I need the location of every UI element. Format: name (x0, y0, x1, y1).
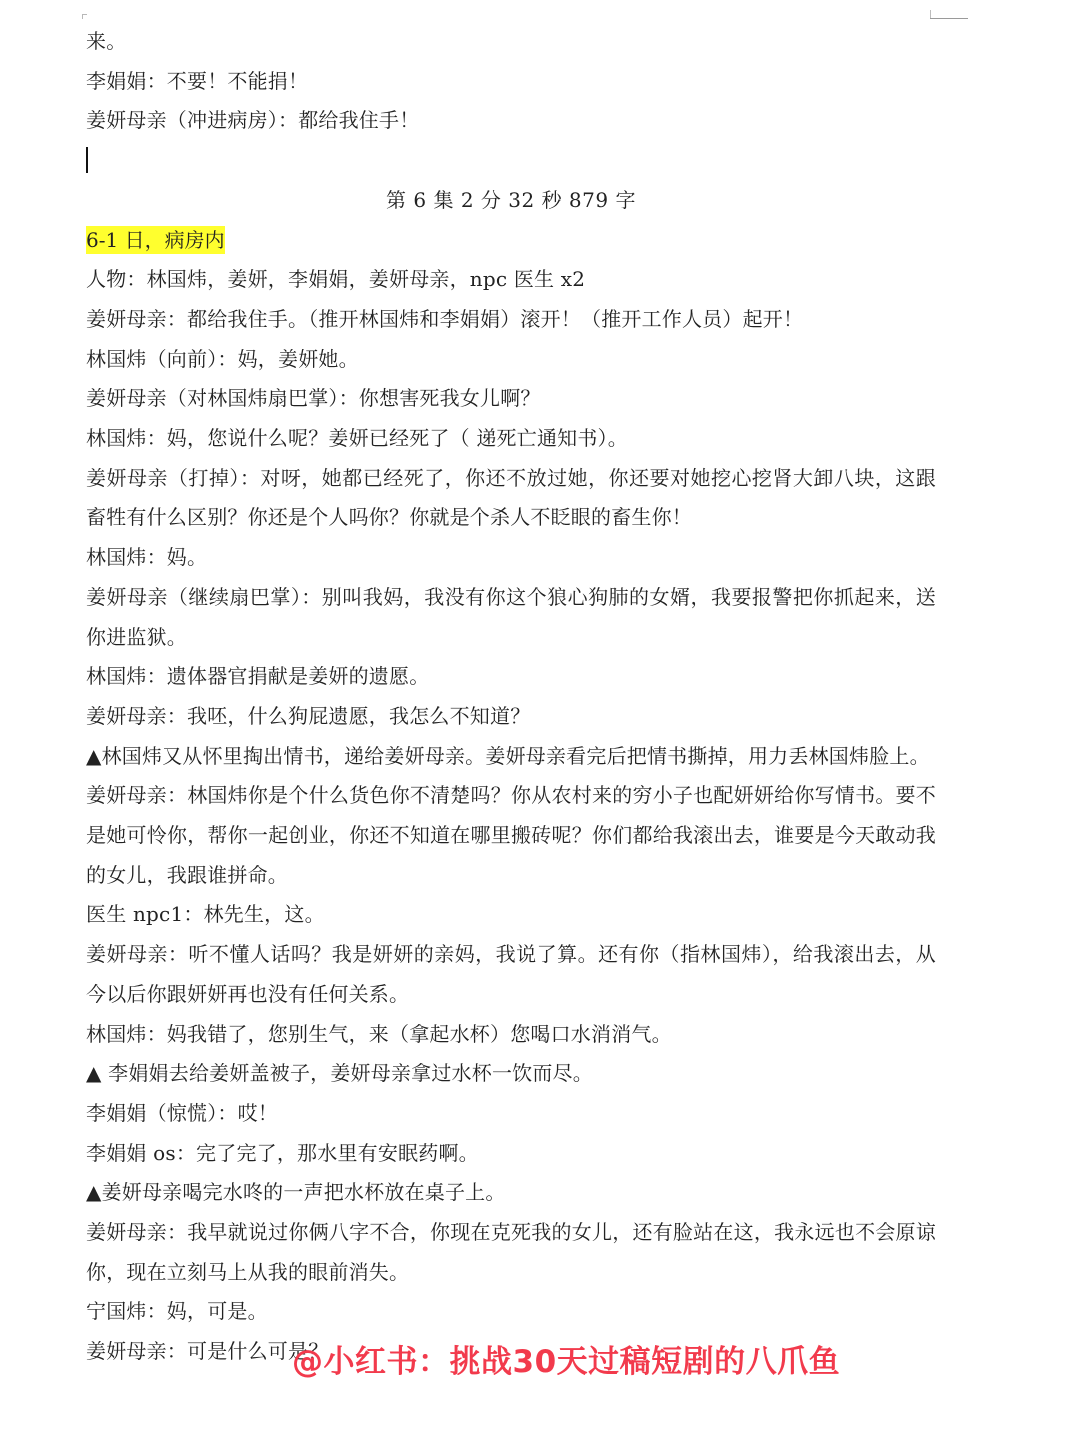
script-paragraph: 李娟娟 os：完了完了，那水里有安眠药啊。 (86, 1140, 479, 1165)
text-cursor (86, 147, 88, 173)
cursor-line[interactable] (86, 141, 936, 181)
script-line: 李娟娟：不要！不能捐！ (86, 68, 309, 93)
script-paragraph: 林国炜：遗体器官捐献是姜妍的遗愿。 (86, 664, 430, 689)
script-paragraph: 姜妍母亲：我呸，什么狗屁遗愿，我怎么不知道？ (86, 703, 531, 728)
stage-direction: ▲ 李娟娟去给姜妍盖被子，姜妍母亲拿过水杯一饮而尽。 (86, 1061, 593, 1086)
script-paragraph: 姜妍母亲（打掉）：对呀，她都已经死了，你还不放过她，你还要对她挖心挖肾大卸八块，这跟畜牲有什么区别？你还是个人吗你？你就是个杀人不眨眼的畜生你！ (86, 465, 936, 530)
script-line: 来。 (86, 29, 127, 53)
script-paragraph: 林国炜：妈，您说什么呢？姜妍已经死了（ 递死亡通知书）。 (86, 426, 628, 451)
script-paragraph: 宁国炜：妈，可是。 (86, 1299, 268, 1324)
page-corner-mark (82, 14, 87, 19)
scene-heading-highlight: 6-1 日，病房内 (86, 227, 225, 252)
script-paragraph: 姜妍母亲：都给我住手。（推开林国炜和李娟娟）滚开！（推开工作人员）起开！ (86, 306, 804, 331)
stage-direction: ▲姜妍母亲喝完水咚的一声把水杯放在桌子上。 (86, 1180, 506, 1205)
script-paragraph: 姜妍母亲：可是什么可是？ (86, 1339, 329, 1364)
watermark: @小红书：挑战30天过稿短剧的八爪鱼 (292, 1344, 841, 1380)
script-paragraph: 姜妍母亲：我早就说过你俩八字不合，你现在克死我的女儿，还有脸站在这，我永远也不会原谅你，现在立刻马上从我的眼前消失。 (86, 1220, 936, 1284)
script-paragraph: 林国炜：妈我错了，您别生气，来（拿起水杯）您喝口水消消气。 (86, 1021, 672, 1046)
script-paragraph: 医生 npc1：林先生，这。 (86, 902, 325, 927)
script-paragraph: 李娟娟（惊慌）：哎！ (86, 1100, 278, 1125)
page-ruler-mark (930, 18, 968, 19)
episode-title: 第 6 集 2 分 32 秒 879 字 (386, 187, 636, 212)
script-paragraph: 姜妍母亲（对林国炜扇巴掌）：你想害死我女儿啊？ (86, 386, 541, 411)
script-paragraph: 林国炜（向前）：妈，姜妍她。 (86, 346, 359, 371)
stage-direction: ▲林国炜又从怀里掏出情书，递给姜妍母亲。姜妍母亲看完后把情书撕掉，用力丢林国炜脸上。 (86, 743, 930, 768)
scene-heading (86, 221, 936, 261)
page-ruler-tick (930, 10, 931, 18)
script-paragraph: 人物：林国炜，姜妍，李娟娟，姜妍母亲，npc 医生 x2 (86, 267, 586, 292)
script-paragraph: 姜妍母亲（继续扇巴掌）：别叫我妈，我没有你这个狼心狗肺的女婿，我要报警把你抓起来，送你进监狱。 (86, 584, 936, 649)
script-paragraph: 林国炜：妈。 (86, 545, 208, 570)
script-paragraph: 姜妍母亲：听不懂人话吗？我是妍妍的亲妈，我说了算。还有你（指林国炜），给我滚出去，从今以后你跟妍妍再也没有任何关系。 (86, 942, 936, 1006)
document-body[interactable] (86, 22, 936, 1372)
script-paragraph: 姜妍母亲：林国炜你是个什么货色你不清楚吗？你从农村来的穷小子也配妍妍给你写情书。要不是她可怜你，帮你一起创业，你还不知道在哪里搬砖呢？你们都给我滚出去，谁要是今天敢动我的女儿，我跟谁拼命。 (86, 783, 936, 887)
script-line: 姜妍母亲（冲进病房）：都给我住手！ (86, 108, 420, 133)
